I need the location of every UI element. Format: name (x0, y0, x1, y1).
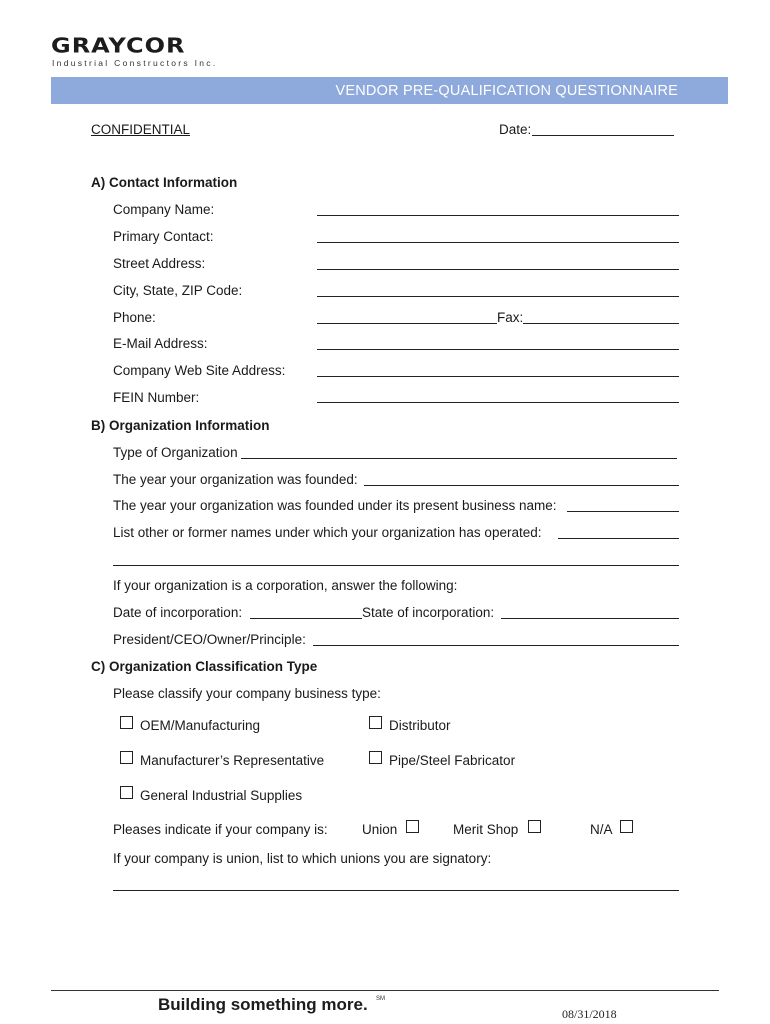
signatory-prompt: If your company is union, list to which unions you are signatory: (113, 851, 492, 866)
email-field[interactable] (317, 349, 679, 350)
year-present-name-field[interactable] (567, 511, 679, 512)
union-checkbox[interactable] (406, 820, 419, 833)
section-b-heading: B) Organization Information (91, 418, 270, 433)
merit-shop-label: Merit Shop (453, 822, 519, 837)
general-supplies-label: General Industrial Supplies (140, 788, 303, 803)
president-label: President/CEO/Owner/Principle: (113, 632, 306, 647)
fax-field[interactable] (523, 323, 679, 324)
former-names-field[interactable] (558, 538, 679, 539)
year-present-name-label: The year your organization was founded under its present business name: (113, 498, 557, 513)
section-c-heading: C) Organization Classification Type (91, 659, 318, 674)
city-state-zip-field[interactable] (317, 296, 679, 297)
type-of-org-label: Type of Organization (113, 445, 238, 460)
state-incorp-label: State of incorporation: (362, 605, 495, 620)
state-incorp-field[interactable] (501, 618, 679, 619)
former-names-label: List other or former names under which your organization has operated: (113, 525, 542, 540)
corp-intro-label: If your organization is a corporation, answer the following: (113, 578, 458, 593)
website-field[interactable] (317, 376, 679, 377)
confidential-label: CONFIDENTIAL (91, 122, 191, 137)
distributor-label: Distributor (389, 718, 451, 733)
date-incorp-field[interactable] (250, 618, 362, 619)
footer-slogan: Building something more. (158, 995, 368, 1014)
footer-divider (51, 990, 719, 991)
page-title: VENDOR PRE-QUALIFICATION QUESTIONNAIRE (335, 83, 678, 99)
date-field[interactable] (532, 135, 674, 136)
email-label: E-Mail Address: (113, 336, 208, 351)
logo-wordmark: GRAYCOR (51, 34, 186, 58)
company-logo (51, 34, 226, 68)
fein-label: FEIN Number: (113, 390, 200, 405)
year-founded-field[interactable] (364, 485, 679, 486)
city-state-zip-label: City, State, ZIP Code: (113, 283, 243, 298)
former-names-field-2[interactable] (113, 565, 679, 566)
fax-label: Fax: (497, 310, 524, 325)
section-a-heading: A) Contact Information (91, 175, 238, 190)
union-label: Union (362, 822, 398, 837)
manufacturers-rep-label: Manufacturer’s Representative (140, 753, 325, 768)
classify-prompt: Please classify your company business type: (113, 686, 381, 701)
footer-date: 08/31/2018 (562, 1007, 617, 1021)
primary-contact-label: Primary Contact: (113, 229, 214, 244)
phone-label: Phone: (113, 310, 156, 325)
date-label: Date: (499, 122, 532, 137)
president-field[interactable] (313, 645, 679, 646)
phone-field[interactable] (317, 323, 497, 324)
union-prompt: Pleases indicate if your company is: (113, 822, 328, 837)
manufacturers-rep-checkbox[interactable] (120, 751, 133, 764)
service-mark: SM (376, 996, 385, 1002)
year-founded-label: The year your organization was founded: (113, 472, 358, 487)
na-checkbox[interactable] (620, 820, 633, 833)
company-name-field[interactable] (317, 215, 679, 216)
logo-subtitle: Industrial Constructors Inc. (52, 58, 218, 68)
oem-label: OEM/Manufacturing (140, 718, 261, 733)
oem-checkbox[interactable] (120, 716, 133, 729)
date-incorp-label: Date of incorporation: (113, 605, 243, 620)
distributor-checkbox[interactable] (369, 716, 382, 729)
type-of-org-field[interactable] (241, 458, 677, 459)
company-name-label: Company Name: (113, 202, 215, 217)
street-address-field[interactable] (317, 269, 679, 270)
pipe-steel-checkbox[interactable] (369, 751, 382, 764)
website-label: Company Web Site Address: (113, 363, 286, 378)
title-bar (51, 77, 728, 104)
general-supplies-checkbox[interactable] (120, 786, 133, 799)
street-address-label: Street Address: (113, 256, 206, 271)
fein-field[interactable] (317, 402, 679, 403)
signatory-field[interactable] (113, 890, 679, 891)
primary-contact-field[interactable] (317, 242, 679, 243)
merit-shop-checkbox[interactable] (528, 820, 541, 833)
pipe-steel-label: Pipe/Steel Fabricator (389, 753, 516, 768)
na-label: N/A (590, 822, 613, 837)
